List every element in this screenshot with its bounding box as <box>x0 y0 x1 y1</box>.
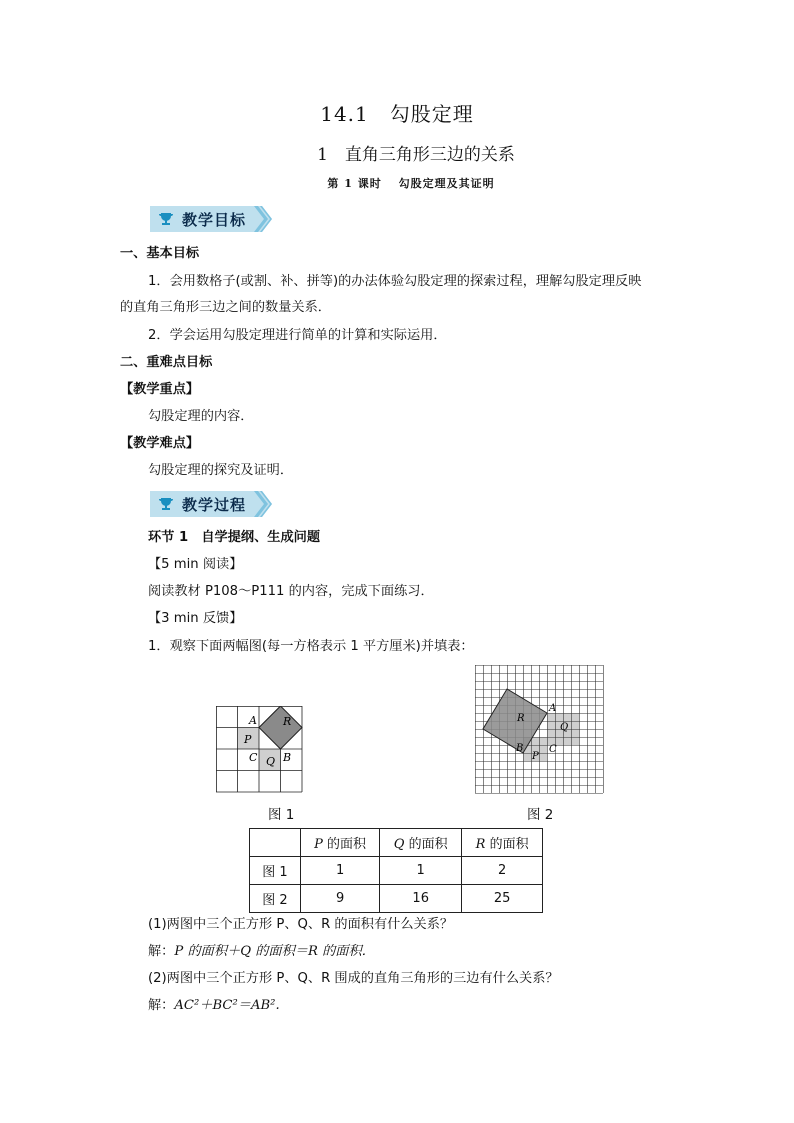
table-header-empty <box>250 829 301 857</box>
reading-label: 【5 min 阅读】 <box>148 557 243 572</box>
table-cell: 16 <box>380 885 462 913</box>
answer-2 <box>148 996 280 1016</box>
section-title: 14.1 勾股定理 <box>320 102 474 126</box>
goal-item-2: 2．学会运用勾股定理进行简单的计算和实际运用． <box>148 328 447 343</box>
answer-1 <box>148 942 375 962</box>
difficulty-label: 【教学难点】 <box>120 436 200 451</box>
basic-goals-heading: 一、基本目标 <box>120 246 200 261</box>
answer-2-text: AC²＋BC²＝AB². <box>174 998 280 1013</box>
goal-item-1-line-1: 1．会用数格子(或割、补、拼等)的办法体验勾股定理的探索过程，理解勾股定理反映 <box>148 274 642 289</box>
table-cell: 1 <box>380 857 462 885</box>
lesson-title: 第 1 课时 勾股定理及其证明 <box>327 177 495 190</box>
goals-banner <box>150 206 272 232</box>
key-goals-heading: 二、重难点目标 <box>120 355 213 370</box>
answer-1-text: P 的面积＋Q 的面积＝R 的面积． <box>174 944 375 959</box>
question-1-sub-2: (2)两图中三个正方形 P、Q、R 围成的直角三角形的三边有什么关系？ <box>148 971 559 986</box>
square-r <box>259 706 302 749</box>
table-cell: 9 <box>301 885 380 913</box>
process-banner-label: 教学过程 <box>182 496 247 514</box>
label-p: P <box>532 751 539 762</box>
goals-banner-label: 教学目标 <box>182 211 247 229</box>
label-q: Q <box>560 722 569 733</box>
subsection-title: 1 直角三角形三边的关系 <box>317 145 515 165</box>
feedback-label: 【3 min 反馈】 <box>148 611 243 626</box>
label-c: C <box>549 744 557 755</box>
table-header-r: R 的面积 <box>462 829 543 857</box>
table-header-q: Q 的面积 <box>380 829 462 857</box>
focus-label: 【教学重点】 <box>120 382 200 397</box>
table-header-p: P 的面积 <box>301 829 380 857</box>
focus-text: 勾股定理的内容． <box>148 409 254 424</box>
label-r: R <box>517 713 525 724</box>
label-a: A <box>549 703 557 714</box>
table-cell: 1 <box>301 857 380 885</box>
reading-text: 阅读教材 P108～P111 的内容，完成下面练习． <box>148 584 434 599</box>
difficulty-text: 勾股定理的探究及证明． <box>148 463 294 478</box>
stage-1-heading: 环节 1 自学提纲、生成问题 <box>148 530 321 545</box>
table-cell: 图 1 <box>250 857 301 885</box>
label-b: B <box>283 751 292 764</box>
label-c: C <box>249 751 258 764</box>
figure-2 <box>475 665 607 795</box>
table-row <box>250 857 543 885</box>
goal-item-1-line-2: 的直角三角形三边之间的数量关系． <box>120 300 331 315</box>
label-b: B <box>516 743 524 754</box>
figure-2-caption: 图 2 <box>527 807 554 823</box>
label-q: Q <box>266 755 276 768</box>
answer-prefix: 解： <box>148 944 175 959</box>
figure-1 <box>216 706 306 794</box>
trophy-icon <box>158 496 174 512</box>
label-p: P <box>244 733 252 746</box>
table-cell: 2 <box>462 857 543 885</box>
area-table <box>249 828 543 913</box>
table-cell: 25 <box>462 885 543 913</box>
label-r: R <box>283 715 292 728</box>
table-row <box>250 885 543 913</box>
figure-1-caption: 图 1 <box>268 807 295 823</box>
question-1-sub-1: (1)两图中三个正方形 P、Q、R 的面积有什么关系？ <box>148 917 454 932</box>
table-header-row <box>250 829 543 857</box>
trophy-icon <box>158 211 174 227</box>
answer-prefix: 解： <box>148 998 175 1013</box>
table-cell: 图 2 <box>250 885 301 913</box>
label-a: A <box>249 714 257 727</box>
process-banner <box>150 491 272 517</box>
question-1: 1．观察下面两幅图(每一方格表示 1 平方厘米)并填表： <box>148 639 474 654</box>
